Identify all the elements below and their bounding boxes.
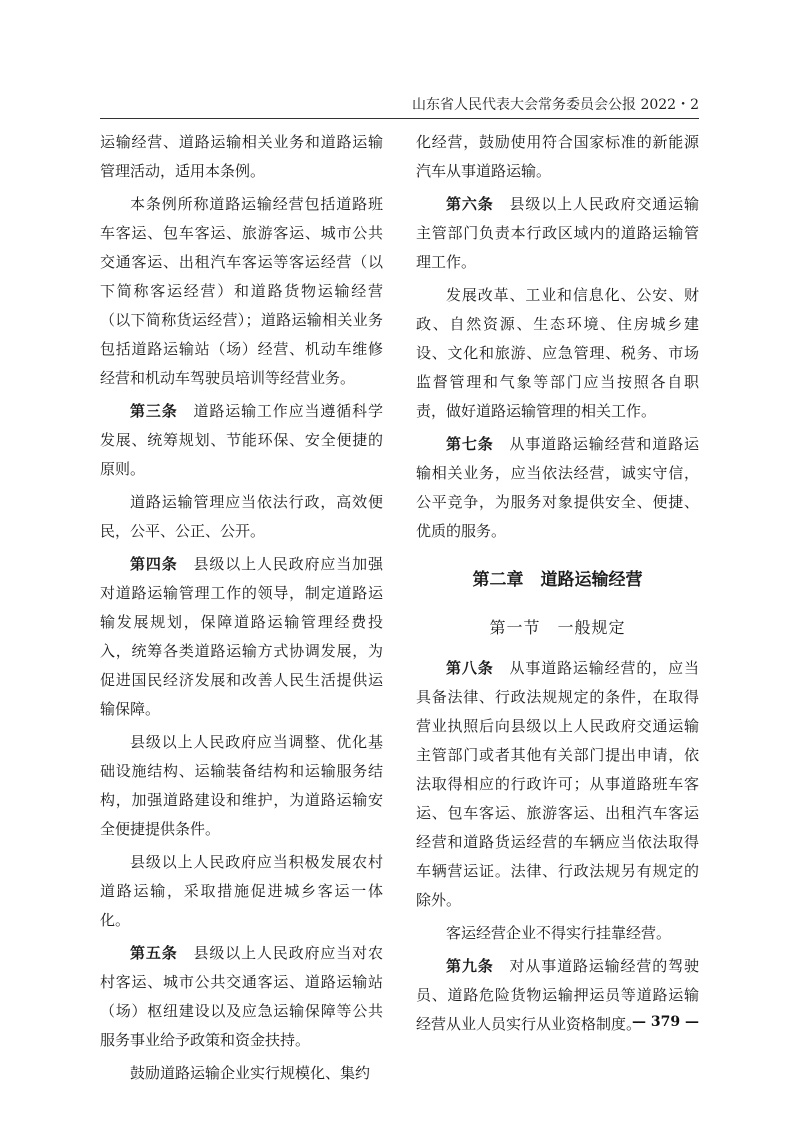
paragraph xyxy=(100,488,383,546)
paragraph xyxy=(100,1059,383,1088)
paragraph xyxy=(416,128,699,186)
left-column xyxy=(100,128,383,1092)
header-rule xyxy=(100,118,699,119)
paragraph-text: 县级以上人民政府应当调整、优化基础设施结构、运输装备结构和运输服务结构，加强道路建设和维护，为道路运输安全便捷提供条件。 xyxy=(100,733,383,838)
article-number: 第三条 xyxy=(130,402,178,420)
paragraph-text: 客运经营企业不得实行挂靠经营。 xyxy=(446,924,672,942)
paragraph xyxy=(416,281,699,426)
paragraph-text: 运输经营、道路运输相关业务和道路运输管理活动，适用本条例。 xyxy=(100,133,383,180)
article-number: 第四条 xyxy=(130,555,178,573)
article-number: 第五条 xyxy=(130,944,178,962)
article-number: 第七条 xyxy=(446,435,494,453)
right-column xyxy=(416,128,699,1043)
paragraph xyxy=(100,550,383,724)
paragraph-text: 县级以上人民政府交通运输主管部门负责本行政区域内的道路运输管理工作。 xyxy=(416,195,699,271)
paragraph xyxy=(416,430,699,546)
paragraph-text: 化经营，鼓励使用符合国家标准的新能源汽车从事道路运输。 xyxy=(416,133,699,180)
article-number: 第八条 xyxy=(446,659,494,677)
paragraph-text: 道路运输工作应当遵循科学发展、统筹规划、节能环保、安全便捷的原则。 xyxy=(100,402,383,478)
paragraph xyxy=(416,919,699,948)
paragraph-text: 鼓励道路运输企业实行规模化、集约 xyxy=(130,1064,371,1082)
paragraph-text: 从事道路运输经营的，应当具备法律、行政法规规定的条件，在取得营业执照后向县级以上人民政府交通运输主管部门或者其他有关部门提出申请，依法取得相应的行政许可；从事道路班车客运、包车客运、旅游客运、出租汽车客运经营和道路货运经营的车辆应当依法取得车辆营运证。法律、行政法规另有规定的除外。 xyxy=(416,659,699,909)
paragraph xyxy=(100,128,383,186)
paragraph-text: 县级以上人民政府应当积极发展农村道路运输，采取措施促进城乡客运一体化。 xyxy=(100,853,383,929)
paragraph-text: 县级以上人民政府应当对农村客运、城市公共交通客运、道路运输站（场）枢纽建设以及应急运输保障等公共服务事业给予政策和资金扶持。 xyxy=(100,944,383,1049)
section-title: 第一节 一般规定 xyxy=(489,618,626,637)
page-number: — 379 — xyxy=(632,1014,699,1030)
paragraph xyxy=(416,190,699,277)
paragraph-text: 道路运输管理应当依法行政，高效便民，公平、公正、公开。 xyxy=(100,493,383,540)
paragraph xyxy=(100,728,383,844)
paragraph xyxy=(100,848,383,935)
article-number: 第九条 xyxy=(446,957,494,975)
paragraph-text: 本条例所称道路运输经营包括道路班车客运、包车客运、旅游客运、城市公共交通客运、出租汽车客运等客运经营（以下简称客运经营）和道路货物运输经营（以下简称货运经营）；道路运输相关业务包括道路运输站（场）经营、机动车维修经营和机动车驾驶员培训等经营业务。 xyxy=(100,195,383,387)
paragraph xyxy=(100,397,383,484)
right-column-bottom xyxy=(416,654,699,1039)
paragraph-text: 县级以上人民政府应当加强对道路运输管理工作的领导，制定道路运输发展规划，保障道路运输管理经费投入，统筹各类道路运输方式协调发展，为促进国民经济发展和改善人民生活提供运输保障。 xyxy=(100,555,383,718)
chapter-title: 第二章 道路运输经营 xyxy=(472,570,643,590)
article-number: 第六条 xyxy=(446,195,494,213)
right-column-top xyxy=(416,128,699,546)
paragraph xyxy=(100,190,383,393)
paragraph xyxy=(100,939,383,1055)
paragraph-text: 从事道路运输经营和道路运输相关业务，应当依法经营，诚实守信，公平竞争，为服务对象提供安全、便捷、优质的服务。 xyxy=(416,435,699,540)
paragraph xyxy=(416,654,699,915)
paragraph-text: 发展改革、工业和信息化、公安、财政、自然资源、生态环境、住房城乡建设、文化和旅游、应急管理、税务、市场监督管理和气象等部门应当按照各自职责，做好道路运输管理的相关工作。 xyxy=(416,286,699,420)
paragraph-text: 对从事道路运输经营的驾驶员、道路危险货物运输押运员等道路运输经营从业人员实行从业资格制度。 xyxy=(416,957,699,1033)
running-header: 山东省人民代表大会常务委员会公报 2022・2 xyxy=(412,97,699,113)
